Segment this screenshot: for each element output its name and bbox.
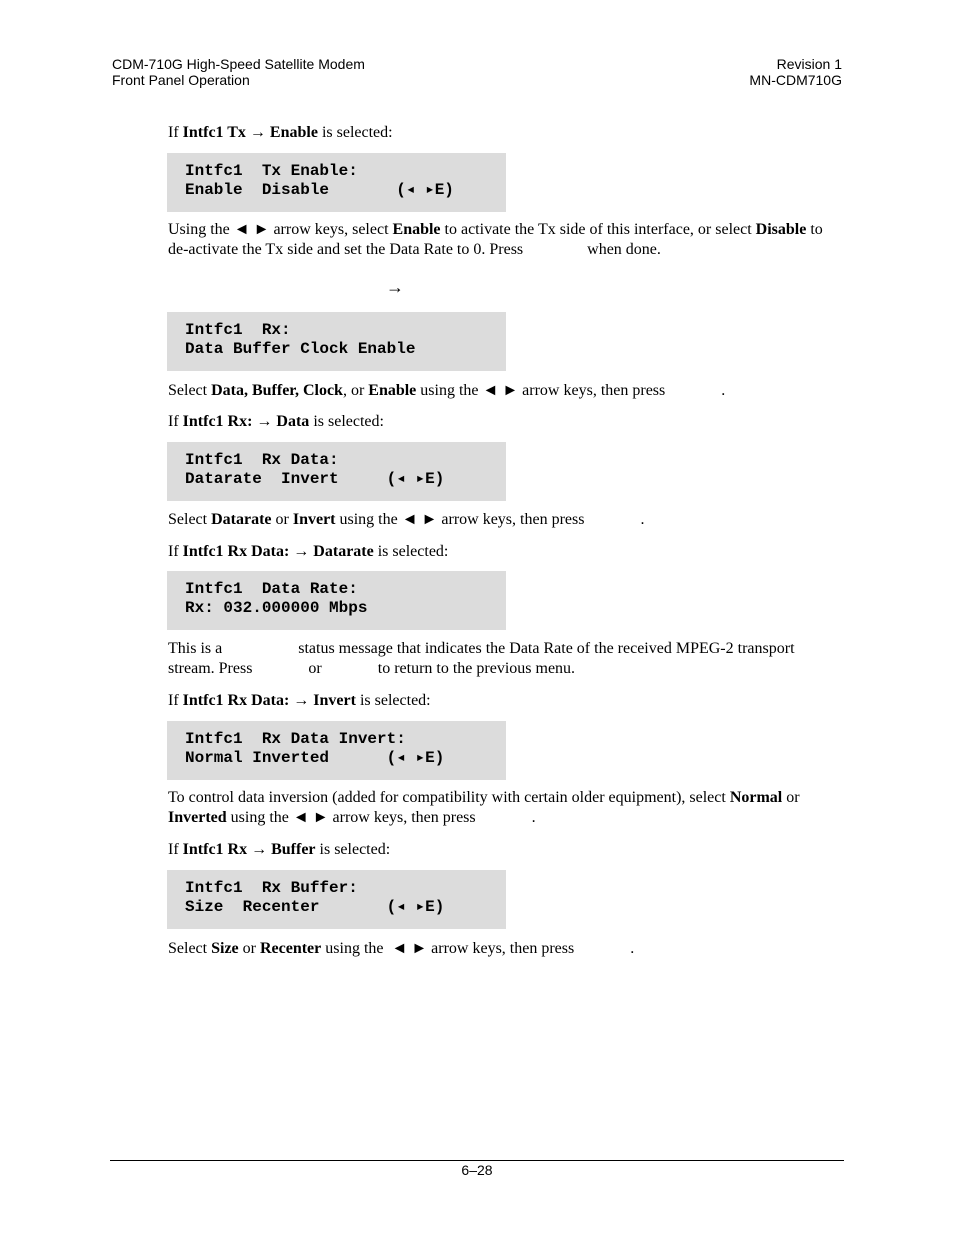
- lcd-line-1: Intfc1 Data Rate:: [185, 580, 358, 598]
- para-rx-data-intro: If Intfc1 Rx: → Data is selected:: [168, 413, 384, 430]
- lcd-line-2: Normal Inverted (◂ ▸E): [185, 749, 445, 767]
- lcd-rx-buffer: [167, 870, 506, 929]
- lcd-line-2: Rx: 032.000000 Mbps: [185, 599, 368, 617]
- para-tx-enable-desc: Using the ◄ ► arrow keys, select Enable to activate the Tx side of this interface, or select Disable to de-activate the Tx side and set the Data Rate to 0. Press when done.: [168, 221, 827, 258]
- lcd-line-1: Intfc1 Rx Buffer:: [185, 879, 358, 897]
- lcd-line-1: Intfc1 Rx Data:: [185, 451, 339, 469]
- lcd-rx-menu: [167, 312, 506, 371]
- para-buffer-intro: If Intfc1 Rx → Buffer is selected:: [168, 841, 391, 858]
- para-buffer-desc: Select Size or Recenter using the ◄ ► arrow keys, then press .: [168, 940, 635, 957]
- lcd-data-rate: [167, 571, 506, 630]
- para-tx-enable-intro: If Intfc1 Tx → Enable is selected:: [168, 124, 393, 141]
- lcd-line-1: Intfc1 Rx Data Invert:: [185, 730, 406, 748]
- chapter-title: Front Panel Operation: [112, 72, 250, 88]
- lcd-line-2: Size Recenter (◂ ▸E): [185, 898, 445, 916]
- lcd-data-invert: [167, 721, 506, 780]
- lcd-line-1: Intfc1 Rx:: [185, 321, 291, 339]
- lcd-line-2: Data Buffer Clock Enable: [185, 340, 416, 358]
- para-rx-data-desc: Select Datarate or Invert using the ◄ ► arrow keys, then press .: [168, 511, 645, 528]
- revision: Revision 1: [776, 56, 842, 72]
- lcd-line-2: Enable Disable (◂ ▸E): [185, 181, 454, 199]
- para-rx-menu-desc: Select Data, Buffer, Clock, or Enable using the ◄ ► arrow keys, then press .: [168, 382, 726, 399]
- para-invert-desc: To control data inversion (added for compatibility with certain older equipment), select Normal or Inverted using the ◄ ► arrow keys, then press .: [168, 789, 800, 826]
- lcd-line-1: Intfc1 Tx Enable:: [185, 162, 358, 180]
- para-datarate-intro: If Intfc1 Rx Data: → Datarate is selected:: [168, 543, 449, 560]
- lcd-rx-data: [167, 442, 506, 501]
- doc-number: MN-CDM710G: [749, 72, 842, 88]
- para-invert-intro: If Intfc1 Rx Data: → Invert is selected:: [168, 692, 431, 709]
- doc-title: CDM-710G High-Speed Satellite Modem: [112, 56, 365, 72]
- lcd-tx-enable: [167, 153, 506, 212]
- header-right: [749, 56, 842, 88]
- arrow-icon: →: [386, 277, 404, 297]
- header-left: [112, 56, 365, 88]
- page-number: 6–28: [461, 1162, 493, 1178]
- lcd-line-2: Datarate Invert (◂ ▸E): [185, 470, 445, 488]
- para-datarate-desc: This is a status message that indicates the Data Rate of the received MPEG-2 transport stream. Press or to return to the previous menu.: [168, 640, 799, 677]
- footer-divider: [110, 1160, 844, 1161]
